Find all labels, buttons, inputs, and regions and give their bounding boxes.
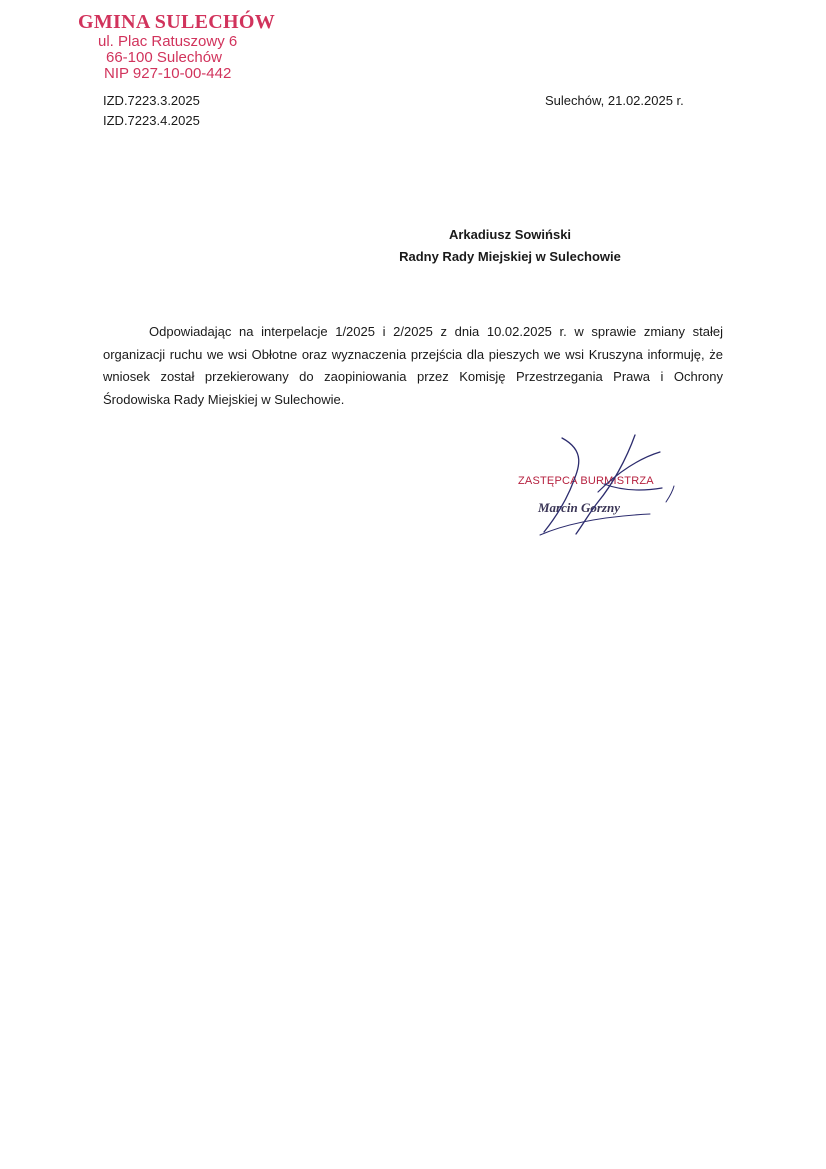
reference-numbers	[103, 91, 200, 131]
letter-body: Odpowiadając na interpelacje 1/2025 i 2/2025 z dnia 10.02.2025 r. w sprawie zmiany stałej organizacji ruchu we wsi Obłotne oraz wyznaczenia przejścia dla pieszych we wsi Kruszyna informuję, że wniosek został przekierowany do zaopiniowania przez Komisję Przestrzegania Prawa i Ochrony Środowiska Rady Miejskiej w Sulechowie.	[103, 324, 723, 407]
place-and-date: Sulechów, 21.02.2025 r.	[545, 93, 684, 108]
recipient-block	[300, 224, 720, 268]
signature-block	[500, 430, 690, 540]
stamp-office-name: GMINA SULECHÓW	[78, 11, 276, 33]
stamp-nip: NIP 927-10-00-442	[104, 65, 232, 82]
office-stamp	[78, 10, 278, 82]
stamp-city: 66-100 Sulechów	[106, 49, 222, 66]
recipient-name: Arkadiusz Sowiński	[448, 227, 572, 242]
signature-stamp-name: Marcin Gorzny	[538, 500, 620, 515]
reference-number: IZD.7223.4.2025	[103, 113, 200, 128]
reference-number: IZD.7223.3.2025	[103, 93, 200, 108]
stamp-address: ul. Plac Ratuszowy 6	[98, 33, 238, 50]
handwritten-signature-icon	[500, 430, 690, 540]
signature-stamp-title: ZASTĘPCA BURMISTRZA	[518, 475, 654, 487]
recipient-title: Radny Rady Miejskiej w Sulechowie	[399, 249, 621, 264]
